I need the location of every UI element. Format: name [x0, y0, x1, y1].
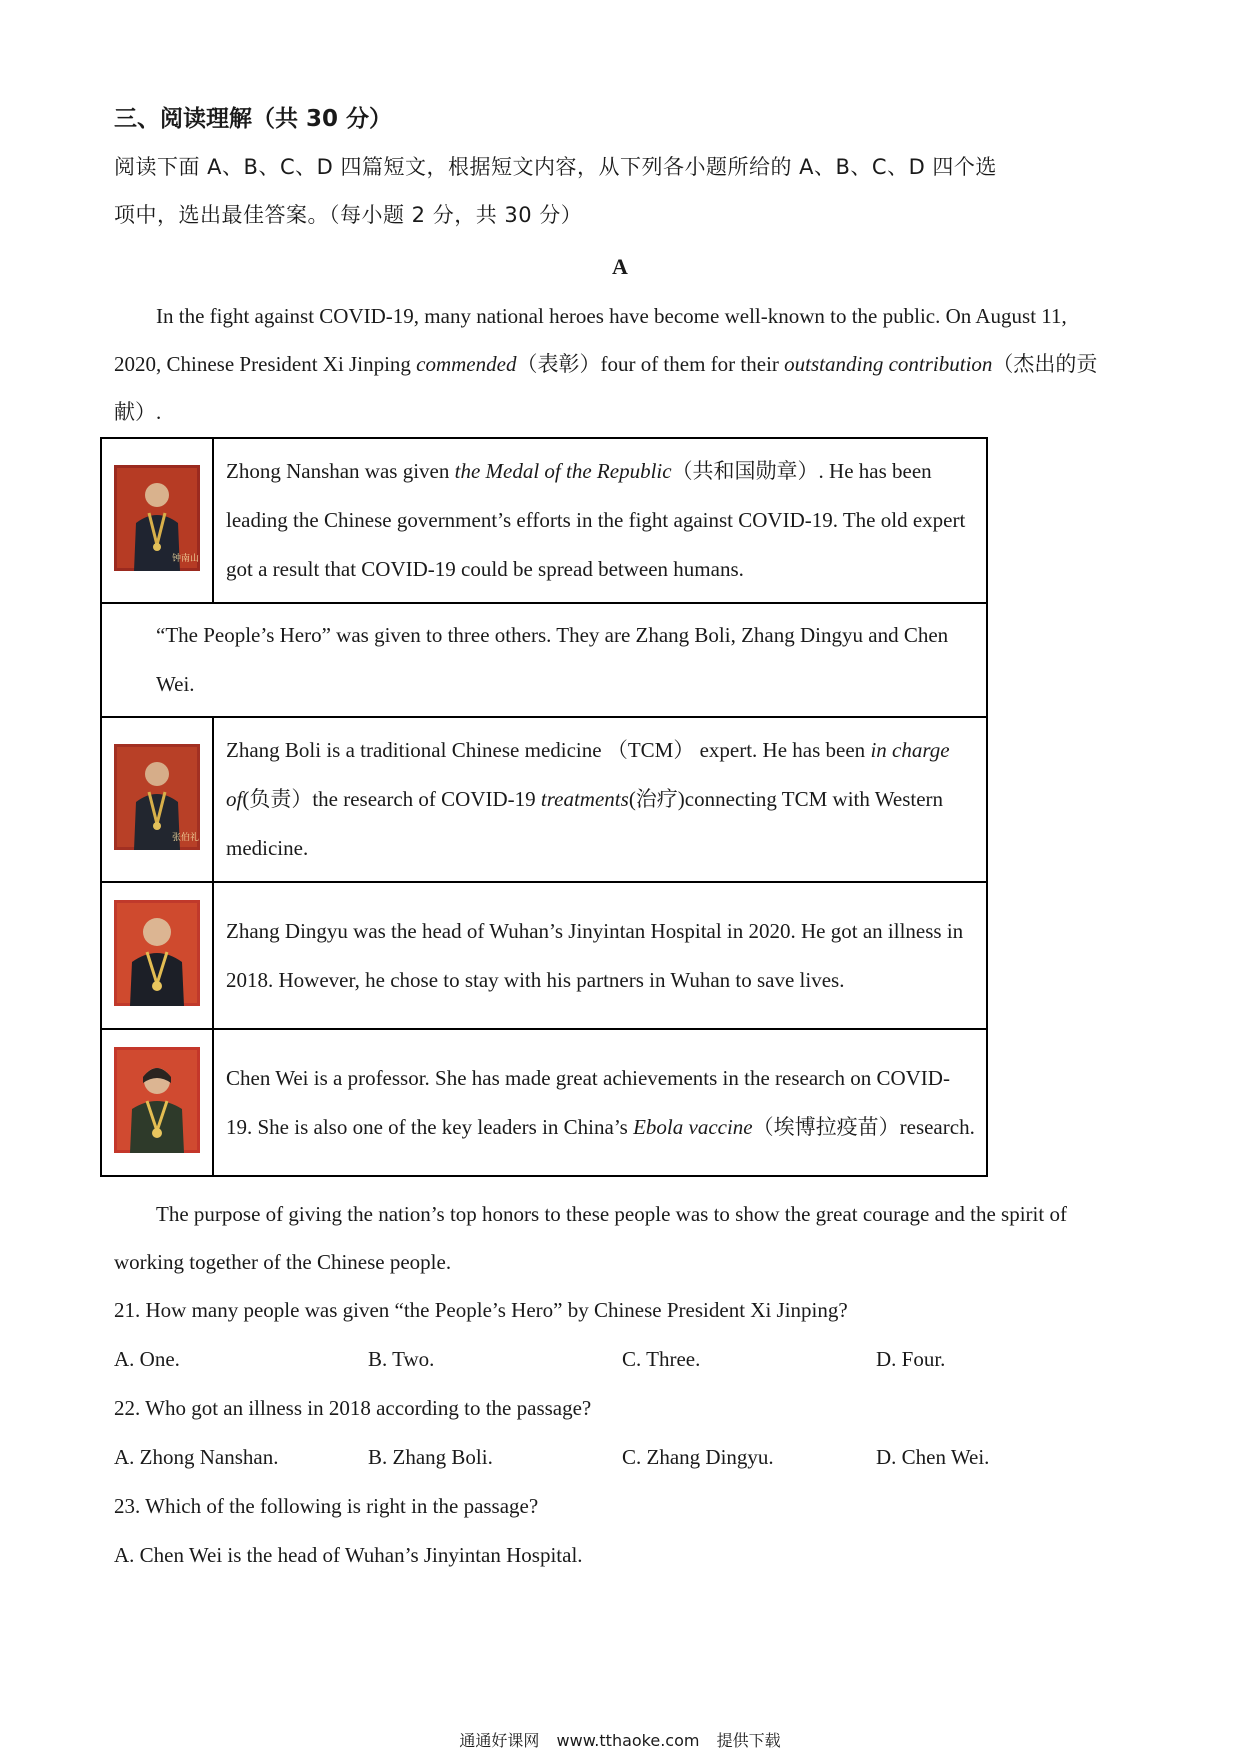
- photo-cell: [101, 882, 213, 1029]
- zhang-boli-portrait: [114, 744, 200, 850]
- svg-text:钟南山: 钟南山: [172, 553, 200, 564]
- question-23: 23. Which of the following is right in the passage?: [114, 1494, 539, 1518]
- intro-line-3: 献）.: [114, 400, 162, 424]
- intro-line-2: 2020, Chinese President Xi Jinping commended（表彰）four of them for their outstanding contribution（杰出的贡: [114, 352, 1098, 376]
- hero-row-zhong-nanshan: [101, 438, 987, 603]
- section-instructions: [114, 143, 1134, 239]
- footer-suffix: 提供下载: [716, 1731, 781, 1750]
- q21-option-d: D. Four.: [876, 1347, 946, 1371]
- q22-option-c: C. Zhang Dingyu.: [622, 1445, 774, 1469]
- chen-wei-portrait: [114, 1047, 200, 1153]
- svg-text:张伯礼: 张伯礼: [172, 832, 200, 843]
- photo-cell: [101, 438, 213, 603]
- footer-site-name: 通通好课网: [459, 1731, 540, 1750]
- q22-option-d: D. Chen Wei.: [876, 1445, 990, 1469]
- q22-option-b: B. Zhang Boli.: [368, 1445, 493, 1469]
- page-footer: [0, 1728, 1240, 1751]
- q22-option-a: A. Zhong Nanshan.: [114, 1445, 279, 1469]
- q21-option-b: B. Two.: [368, 1347, 435, 1371]
- zhong-nanshan-text: Zhong Nanshan was given the Medal of the Republic（共和国勋章）. He has been leading the Chinese government’s efforts in the fight against COVID-19. The old expert got a result that COVID-19 could be spread between humans.: [213, 438, 987, 603]
- passage-intro: [114, 292, 1136, 436]
- hero-row-zhang-boli: [101, 717, 987, 882]
- question-21: 21. How many people was given “the People’s Hero” by Chinese President Xi Jinping?: [114, 1298, 848, 1322]
- heroes-table: [100, 437, 988, 1177]
- peoples-hero-row: [101, 603, 987, 717]
- section-heading: 三、阅读理解（共 30 分）: [114, 106, 393, 132]
- photo-cell: [101, 717, 213, 882]
- zhang-dingyu-text: Zhang Dingyu was the head of Wuhan’s Jinyintan Hospital in 2020. He got an illness in 2018. However, he chose to stay with his partners in Wuhan to save lives.: [213, 882, 987, 1029]
- q21-option-a: A. One.: [114, 1347, 180, 1371]
- zhong-nanshan-portrait: [114, 465, 200, 571]
- peoples-hero-text: “The People’s Hero” was given to three others. They are Zhang Boli, Zhang Dingyu and Chen Wei.: [101, 603, 987, 717]
- intro-line-1: In the fight against COVID-19, many national heroes have become well-known to the public. On August 11,: [156, 304, 1067, 328]
- passage-title: A: [612, 254, 628, 279]
- instructions-line-2: 项中，选出最佳答案。（每小题 2 分，共 30 分）: [114, 203, 583, 227]
- hero-row-chen-wei: [101, 1029, 987, 1176]
- instructions-line-1: 阅读下面 A、B、C、D 四篇短文，根据短文内容，从下列各小题所给的 A、B、C、D 四个选: [114, 155, 997, 179]
- zhang-dingyu-portrait: [114, 900, 200, 1006]
- footer-url[interactable]: www.tthaoke.com: [556, 1731, 700, 1750]
- photo-cell: [101, 1029, 213, 1176]
- hero-row-zhang-dingyu: [101, 882, 987, 1029]
- passage-closing: The purpose of giving the nation’s top honors to these people was to show the great courage and the spirit of working together of the Chinese people.: [114, 1202, 1067, 1274]
- q21-option-c: C. Three.: [622, 1347, 701, 1371]
- chen-wei-text: Chen Wei is a professor. She has made great achievements in the research on COVID-19. She is also one of the key leaders in China’s Ebola vaccine（埃博拉疫苗）research.: [213, 1029, 987, 1176]
- q23-option-a: A. Chen Wei is the head of Wuhan’s Jinyintan Hospital.: [114, 1543, 583, 1567]
- question-22: 22. Who got an illness in 2018 according to the passage?: [114, 1396, 592, 1420]
- zhang-boli-text: Zhang Boli is a traditional Chinese medicine （TCM） expert. He has been in charge of(负责）the research of COVID-19 treatments(治疗)connecting TCM with Western medicine.: [213, 717, 987, 882]
